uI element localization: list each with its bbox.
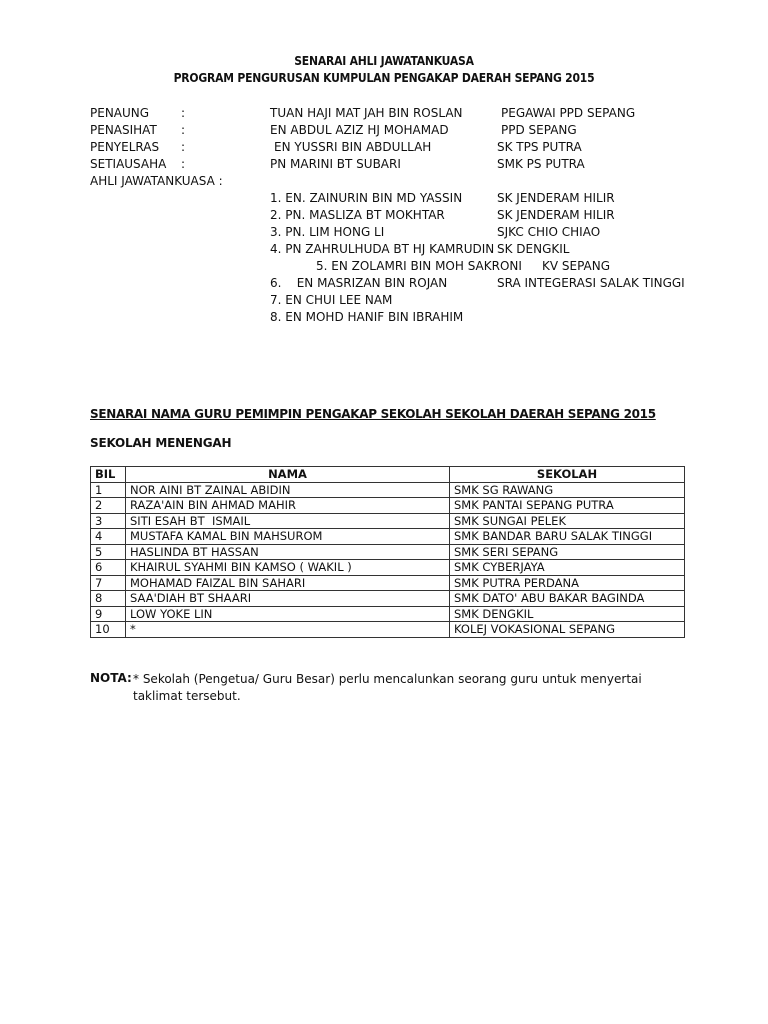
cell-bil: 1	[91, 482, 126, 498]
cell-sekolah: SMK PUTRA PERDANA	[450, 575, 685, 591]
member-place: SRA INTEGERASI SALAK TINGGI	[497, 276, 685, 290]
cell-sekolah: SMK PANTAI SEPANG PUTRA	[450, 498, 685, 514]
member-row	[0, 259, 768, 276]
members-label: AHLI JAWATANKUASA :	[90, 174, 223, 188]
member-name: 4. PN ZAHRULHUDA BT HJ KAMRUDIN	[270, 242, 495, 256]
cell-sekolah: SMK SG RAWANG	[450, 482, 685, 498]
members-label-row	[0, 174, 768, 191]
member-row	[0, 276, 768, 293]
program-title: PROGRAM PENGURUSAN KUMPULAN PENGAKAP DAERAH SEPANG 2015	[173, 71, 595, 85]
cell-bil: 9	[91, 606, 126, 622]
member-row	[0, 225, 768, 242]
member-place: SJKC CHIO CHIAO	[497, 225, 601, 239]
table-row	[91, 606, 685, 622]
member-place: SK JENDERAM HILIR	[497, 208, 615, 222]
officer-name: EN ABDUL AZIZ HJ MOHAMAD	[270, 123, 449, 137]
member-name: 5. EN ZOLAMRI BIN MOH SAKRONI	[316, 259, 522, 273]
cell-sekolah: KOLEJ VOKASIONAL SEPANG	[450, 622, 685, 638]
officer-name: PN MARINI BT SUBARI	[270, 157, 401, 171]
table-row	[91, 560, 685, 576]
column-header-sekolah: SEKOLAH	[450, 467, 685, 483]
cell-nama: KHAIRUL SYAHMI BIN KAMSO ( WAKIL )	[126, 560, 450, 576]
cell-bil: 6	[91, 560, 126, 576]
member-name: 7. EN CHUI LEE NAM	[270, 293, 393, 307]
officer-colon: :	[181, 123, 186, 137]
cell-nama: MOHAMAD FAIZAL BIN SAHARI	[126, 575, 450, 591]
cell-sekolah: SMK DENGKIL	[450, 606, 685, 622]
table-row	[91, 498, 685, 514]
cell-bil: 4	[91, 529, 126, 545]
table-row	[91, 482, 685, 498]
officer-row	[0, 106, 768, 123]
officer-role: PENYELRAS	[90, 140, 160, 154]
officer-role: SETIAUSAHA	[90, 157, 167, 171]
officer-row	[0, 123, 768, 140]
member-row	[0, 310, 768, 327]
member-place: SK DENGKIL	[497, 242, 570, 256]
member-name: 3. PN. LIM HONG LI	[270, 225, 385, 239]
member-row	[0, 293, 768, 310]
cell-sekolah: SMK SUNGAI PELEK	[450, 513, 685, 529]
member-row	[0, 242, 768, 259]
cell-sekolah: SMK CYBERJAYA	[450, 560, 685, 576]
table-row	[91, 575, 685, 591]
section-subheading: SEKOLAH MENENGAH	[90, 436, 232, 450]
cell-bil: 10	[91, 622, 126, 638]
document-title: SENARAI AHLI JAWATANKUASA	[294, 54, 474, 68]
section-heading: SENARAI NAMA GURU PEMIMPIN PENGAKAP SEKOLAH SEKOLAH DAERAH SEPANG 2015	[90, 407, 656, 421]
school-leaders-table	[90, 466, 685, 638]
table-row	[91, 622, 685, 638]
member-name: 6. EN MASRIZAN BIN ROJAN	[270, 276, 448, 290]
officer-place: SMK PS PUTRA	[497, 157, 585, 171]
cell-nama: NOR AINI BT ZAINAL ABIDIN	[126, 482, 450, 498]
member-place: SK JENDERAM HILIR	[497, 191, 615, 205]
table-row	[91, 544, 685, 560]
officer-place: PPD SEPANG	[501, 123, 577, 137]
officer-row	[0, 140, 768, 157]
officer-place: PEGAWAI PPD SEPANG	[501, 106, 636, 120]
officer-row	[0, 157, 768, 174]
officer-colon: :	[181, 157, 186, 171]
table-row	[91, 529, 685, 545]
officer-colon: :	[181, 106, 186, 120]
cell-nama: LOW YOKE LIN	[126, 606, 450, 622]
officer-role: PENASIHAT	[90, 123, 157, 137]
cell-bil: 7	[91, 575, 126, 591]
member-row	[0, 208, 768, 225]
nota-text: * Sekolah (Pengetua/ Guru Besar) perlu mencalunkan seorang guru untuk menyertai taklimat tersebut.	[133, 672, 642, 703]
table-row	[91, 513, 685, 529]
member-row	[0, 191, 768, 208]
cell-nama: RAZA'AIN BIN AHMAD MAHIR	[126, 498, 450, 514]
officer-name: EN YUSSRI BIN ABDULLAH	[274, 140, 432, 154]
cell-nama: SAA'DIAH BT SHAARI	[126, 591, 450, 607]
officer-place: SK TPS PUTRA	[497, 140, 582, 154]
member-name: 2. PN. MASLIZA BT MOKHTAR	[270, 208, 445, 222]
cell-bil: 8	[91, 591, 126, 607]
cell-sekolah: SMK DATO' ABU BAKAR BAGINDA	[450, 591, 685, 607]
table-row	[91, 591, 685, 607]
cell-bil: 2	[91, 498, 126, 514]
table-header-row	[91, 467, 685, 483]
cell-bil: 5	[91, 544, 126, 560]
officer-colon: :	[181, 140, 186, 154]
cell-sekolah: SMK BANDAR BARU SALAK TINGGI	[450, 529, 685, 545]
member-place: KV SEPANG	[542, 259, 611, 273]
cell-nama: SITI ESAH BT ISMAIL	[126, 513, 450, 529]
member-name: 8. EN MOHD HANIF BIN IBRAHIM	[270, 310, 464, 324]
cell-nama: HASLINDA BT HASSAN	[126, 544, 450, 560]
column-header-bil: BIL	[91, 467, 126, 483]
column-header-nama: NAMA	[126, 467, 450, 483]
cell-sekolah: SMK SERI SEPANG	[450, 544, 685, 560]
nota-label: NOTA:	[90, 671, 132, 685]
cell-nama: *	[126, 622, 450, 638]
member-name: 1. EN. ZAINURIN BIN MD YASSIN	[270, 191, 463, 205]
cell-bil: 3	[91, 513, 126, 529]
cell-nama: MUSTAFA KAMAL BIN MAHSUROM	[126, 529, 450, 545]
officer-role: PENAUNG	[90, 106, 150, 120]
officer-name: TUAN HAJI MAT JAH BIN ROSLAN	[270, 106, 463, 120]
